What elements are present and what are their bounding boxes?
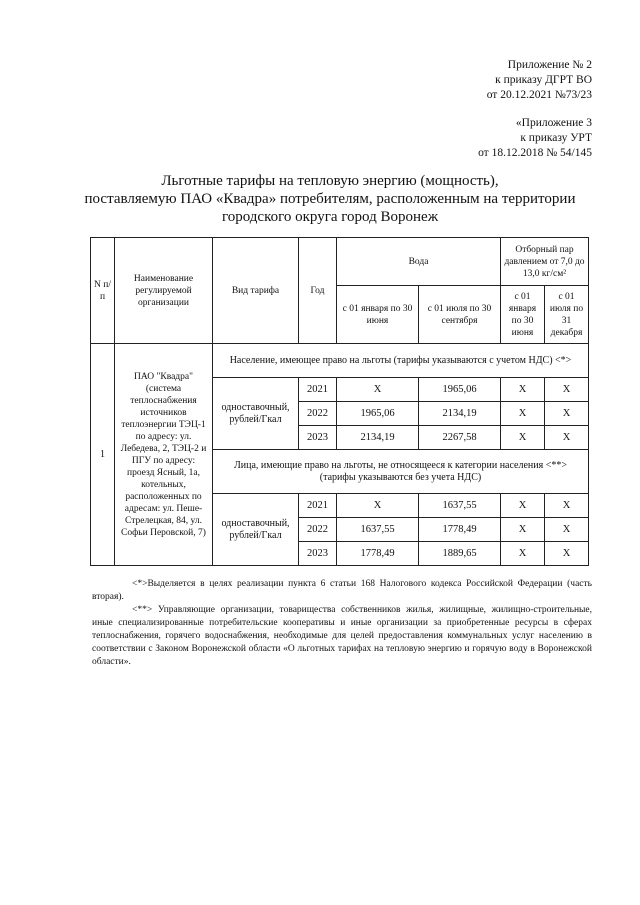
footnote-2: <**> Управляющие организации, товарищества собственников жилья, жилищные, жилищно-строительные, иные специализированные потребительские кооперативы и иные организации за приобретенные ресурсы в сферах теплоснабжения, горячего водоснабжения, необходимые для целей предоставления коммунальных услуг населению в соответствии с Законом Воронежской области «О льготных тарифах на тепловую энергию и горячую воду в Воронежской области». bbox=[92, 605, 592, 667]
steam-cell-1: Х bbox=[501, 402, 545, 426]
water-cell-2: 1778,49 bbox=[419, 518, 501, 542]
steam-cell-1: Х bbox=[501, 518, 545, 542]
document-title bbox=[60, 172, 600, 226]
header-steam-period-2: с 01 июля по 31 декабря bbox=[545, 286, 589, 344]
header-tariff-type: Вид тарифа bbox=[213, 238, 299, 344]
title-line: Льготные тарифы на тепловую энергию (мощность), bbox=[161, 173, 499, 189]
header-water-group: Вода bbox=[337, 238, 501, 286]
steam-cell-1: Х bbox=[501, 494, 545, 518]
section1-tariff-type: одноставочный, рублей/Гкал bbox=[213, 378, 299, 450]
steam-cell-1: Х bbox=[501, 542, 545, 566]
steam-cell-2: Х bbox=[545, 426, 589, 450]
original-annex-header bbox=[478, 116, 592, 161]
section2-title: Лица, имеющие право на льготы, не относящееся к категории населения <**> (тарифы указываются без учета НДС) bbox=[213, 450, 589, 494]
annex-header-line: к приказу ДГРТ ВО bbox=[495, 74, 592, 86]
title-line: городского округа город Воронеж bbox=[221, 209, 439, 225]
annex-header-line: от 20.12.2021 №73/23 bbox=[486, 89, 592, 101]
year-cell: 2021 bbox=[299, 494, 337, 518]
water-cell-2: 2267,58 bbox=[419, 426, 501, 450]
section-row bbox=[91, 344, 589, 378]
header-org: Наименование регулируемой организации bbox=[115, 238, 213, 344]
steam-cell-2: Х bbox=[545, 518, 589, 542]
water-cell-1: 1965,06 bbox=[337, 402, 419, 426]
header-steam-group: Отборный пар давлением от 7,0 до 13,0 кг/см² bbox=[501, 238, 589, 286]
annex-header bbox=[487, 58, 592, 103]
water-cell-1: 1778,49 bbox=[337, 542, 419, 566]
steam-cell-2: Х bbox=[545, 542, 589, 566]
row-number: 1 bbox=[91, 344, 115, 566]
section2-tariff-type: одноставочный, рублей/Гкал bbox=[213, 494, 299, 566]
header-water-period-2: с 01 июля по 30 сентября bbox=[419, 286, 501, 344]
steam-cell-1: Х bbox=[501, 426, 545, 450]
water-cell-2: 1965,06 bbox=[419, 378, 501, 402]
steam-cell-1: Х bbox=[501, 378, 545, 402]
header-water-period-1: с 01 января по 30 июня bbox=[337, 286, 419, 344]
year-cell: 2022 bbox=[299, 518, 337, 542]
header-year: Год bbox=[299, 238, 337, 344]
annex-header-line: Приложение № 2 bbox=[507, 59, 592, 71]
original-annex-line: к приказу УРТ bbox=[520, 132, 592, 144]
tariff-table bbox=[90, 237, 589, 566]
water-cell-2: 1637,55 bbox=[419, 494, 501, 518]
footnote-1: <*>Выделяется в целях реализации пункта 6 статьи 168 Налогового кодекса Российской Федерации (часть вторая). bbox=[92, 579, 592, 602]
header-steam-period-1: с 01 января по 30 июня bbox=[501, 286, 545, 344]
water-cell-1: Х bbox=[337, 378, 419, 402]
footnotes bbox=[92, 578, 592, 669]
year-cell: 2021 bbox=[299, 378, 337, 402]
water-cell-1: 2134,19 bbox=[337, 426, 419, 450]
organization-name: ПАО "Квадра" (система теплоснабжения источников теплоэнергии ТЭЦ-1 по адресу: ул. Лебедева, 2, ТЭЦ-2 и ПГУ по адресу: проезд Ясный, 1а, котельных, расположенных по адресам: ул. Пеше-Стрелецкая, 84, ул. Софьи Перовской, 7) bbox=[115, 344, 213, 566]
water-cell-2: 2134,19 bbox=[419, 402, 501, 426]
year-cell: 2022 bbox=[299, 402, 337, 426]
original-annex-line: «Приложение 3 bbox=[515, 117, 592, 129]
steam-cell-2: Х bbox=[545, 378, 589, 402]
water-cell-2: 1889,65 bbox=[419, 542, 501, 566]
year-cell: 2023 bbox=[299, 426, 337, 450]
water-cell-1: 1637,55 bbox=[337, 518, 419, 542]
steam-cell-2: Х bbox=[545, 494, 589, 518]
original-annex-line: от 18.12.2018 № 54/145 bbox=[478, 147, 592, 159]
steam-cell-2: Х bbox=[545, 402, 589, 426]
title-line: поставляемую ПАО «Квадра» потребителям, расположенным на территории bbox=[84, 191, 576, 207]
water-cell-1: Х bbox=[337, 494, 419, 518]
year-cell: 2023 bbox=[299, 542, 337, 566]
table-header-row bbox=[91, 238, 589, 286]
section1-title: Население, имеющее право на льготы (тарифы указываются с учетом НДС) <*> bbox=[213, 344, 589, 378]
header-num: N п/п bbox=[91, 238, 115, 344]
